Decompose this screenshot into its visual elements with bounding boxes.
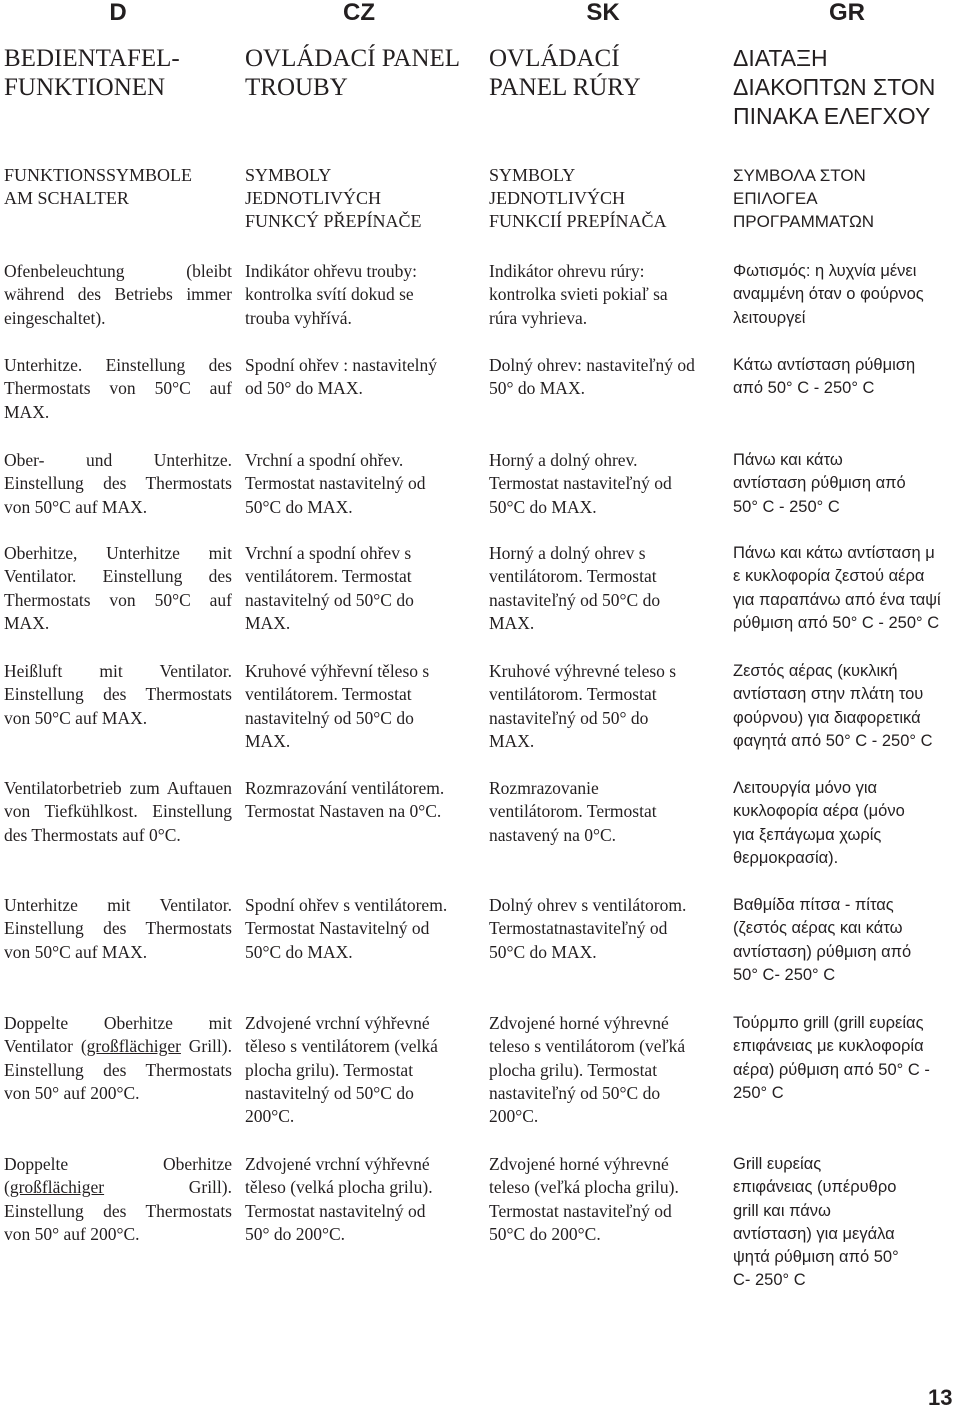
function-entry-double-grill-fan: Doppelte Oberhitze mit Ventilator (großflächiger Grill). Einstellung des Thermostats von 50° auf 200°C. [4, 1013, 232, 1103]
section-title-sk: OVLÁDACÍ PANEL RÚRY [489, 45, 641, 101]
section-title-gr: ΔΙΑΤΑΞΗ ΔΙΑΚΟΠΤΩΝ ΣΤΟΝ ΠΙΝΑΚΑ ΕΛΕΓΧΟΥ [733, 45, 936, 129]
function-entry-defrost: Λειτουργία μόνο για κυκλοφορία αέρα (μόνο για ξεπάγωμα χωρίς θερμοκρασία). [733, 779, 905, 867]
function-entry-bottom-fan: Dolný ohrev s ventilátorom. Termostatnastaviteľný od 50°C do MAX. [489, 895, 687, 962]
function-entry-bottom-fan: Βαθμίδα πίτσα - πίτας (ζεστός αέρας και κάτω αντίσταση) ρύθμιση από 50° C- 250° C [733, 896, 912, 984]
function-entry-bottom-heat: Κάτω αντίσταση ρύθμιση από 50° C - 250° C [733, 356, 916, 398]
function-entry-defrost: Rozmrazování ventilátorem. Termostat Nastaven na 0°C. [245, 778, 445, 822]
function-entry-double-grill: Zdvojené horné výhrevné teleso (veľká plocha grilu). Termostat nastaviteľný od 50°C do 200°C. [489, 1154, 679, 1244]
function-entry-double-grill-fan: Τούρμπο grill (grill ευρείας επιφάνειας με κυκλοφορία αέρα) ρύθμιση από 50° C - 250° C [733, 1014, 930, 1102]
function-entry-double-grill: Zdvojené vrchní výhřevné těleso (velká plocha grilu). Termostat nastavitelný od 50° do 200°C. [245, 1154, 433, 1244]
language-heading-gr: GR [829, 0, 865, 26]
section-subtitle-de: FUNKTIONSSYMBOLE AM SCHALTER [4, 165, 193, 208]
function-entry-hot-air-fan: Heißluft mit Ventilator. Einstellung des Thermostats von 50°C auf MAX. [4, 661, 232, 728]
function-entry-top-bottom-fan: Oberhitze, Unterhitze mit Ventilator. Einstellung des Thermostats von 50°C auf MAX. [4, 543, 232, 633]
function-entry-bottom-heat: Unterhitze. Einstellung des Thermostats von 50°C auf MAX. [4, 355, 232, 422]
function-entry-bottom-fan: Spodní ohřev s ventilátorem. Termostat Nastavitelný od 50°C do MAX. [245, 895, 448, 962]
language-heading-sk: SK [586, 0, 620, 26]
section-title-de: BEDIENTAFEL- FUNKTIONEN [4, 45, 180, 101]
function-entry-hot-air-fan: Kruhové výhrevné teleso s ventilátorom. Termostat nastaviteľný od 50° do MAX. [489, 661, 677, 751]
function-entry-double-grill: Grill ευρείας επιφάνειας (υπέρυθρο grill και πάνω αντίσταση) για μεγάλα ψητά ρύθμιση από 50° C- 250° C [733, 1155, 899, 1290]
function-entry-top-bottom-fan: Horný a dolný ohrev s ventilátorom. Termostat nastaviteľný od 50°C do MAX. [489, 543, 661, 633]
function-entry-hot-air-fan: Ζεστός αέρας (κυκλική αντίσταση στην πλάτη του φούρνου) για διαφορετικά φαγητά από 50° C - 250° C [733, 662, 933, 750]
underlined-term: großflächiger [86, 1036, 181, 1057]
section-subtitle-sk: SYMBOLY JEDNOTLIVÝCH FUNKCIÍ PREPÍNAČA [489, 165, 667, 231]
function-entry-light: Indikátor ohrevu rúry: kontrolka svieti pokiaľ sa rúra vyhrieva. [489, 261, 668, 328]
function-entry-double-grill: Doppelte Oberhitze (großflächiger Grill). Einstellung des Thermostats von 50° auf 200°C. [4, 1154, 232, 1244]
function-entry-light: Φωτισμός: η λυχνία μένει αναμμένη όταν ο φούρνος λειτουργεί [733, 262, 924, 327]
function-entry-top-bottom-heat: Vrchní a spodní ohřev. Termostat nastavitelný od 50°C do MAX. [245, 450, 426, 517]
function-entry-defrost: Rozmrazovanie ventilátorom. Termostat nastavený na 0°C. [489, 778, 657, 845]
section-subtitle-cz: SYMBOLY JEDNOTLIVÝCH FUNKCÝ PŘEPÍNAČE [245, 165, 422, 231]
function-entry-hot-air-fan: Kruhové výhřevní těleso s ventilátorem. Termostat nastavitelný od 50°C do MAX. [245, 661, 430, 751]
function-entry-top-bottom-fan: Vrchní a spodní ohřev s ventilátorem. Termostat nastavitelný od 50°C do MAX. [245, 543, 414, 633]
function-entry-top-bottom-heat: Ober- und Unterhitze. Einstellung des Thermostats von 50°C auf MAX. [4, 450, 232, 517]
language-heading-de: D [109, 0, 127, 26]
section-subtitle-gr: ΣΥΜΒΟΛΑ ΣΤΟΝ ΕΠΙΛΟΓΕΑ ΠΡΟΓΡΑΜΜΑΤΩΝ [733, 166, 875, 231]
function-entry-bottom-fan: Unterhitze mit Ventilator. Einstellung des Thermostats von 50°C auf MAX. [4, 895, 232, 962]
section-title-cz: OVLÁDACÍ PANEL TROUBY [245, 45, 461, 101]
function-entry-light: Indikátor ohřevu trouby: kontrolka svítí dokud se trouba vyhřívá. [245, 261, 418, 328]
function-entry-top-bottom-heat: Horný a dolný ohrev. Termostat nastaviteľný od 50°C do MAX. [489, 450, 672, 517]
function-entry-bottom-heat: Spodní ohřev : nastavitelný od 50° do MAX. [245, 355, 437, 399]
function-entry-top-bottom-fan: Πάνω και κάτω αντίσταση μ ε κυκλοφορία ζεστού αέρα για παραπάνω από ένα ταψί ρύθμιση από 50° C - 250° C [733, 544, 941, 632]
page-number: 13 [928, 1385, 953, 1410]
function-entry-bottom-heat: Dolný ohrev: nastaviteľný od 50° do MAX. [489, 355, 695, 399]
language-heading-cz: CZ [343, 0, 375, 26]
function-entry-defrost: Ventilatorbetrieb zum Auftauen von Tiefkühlkost. Einstellung des Thermostats auf 0°C. [4, 778, 232, 845]
function-entry-double-grill-fan: Zdvojené vrchní výhřevné těleso s ventilátorem (velká plocha grilu). Termostat nastavitelný od 50°C do 200°C. [245, 1013, 438, 1127]
function-entry-top-bottom-heat: Πάνω και κάτω αντίσταση ρύθμιση από 50° C - 250° C [733, 451, 906, 516]
function-entry-double-grill-fan: Zdvojené horné výhrevné teleso s ventilátorom (veľká plocha grilu). Termostat nastaviteľný od 50°C do 200°C. [489, 1013, 686, 1127]
underlined-term: großflächiger [9, 1177, 105, 1198]
function-entry-light: Ofenbeleuchtung (bleibt während des Betriebs immer eingeschaltet). [4, 261, 232, 328]
